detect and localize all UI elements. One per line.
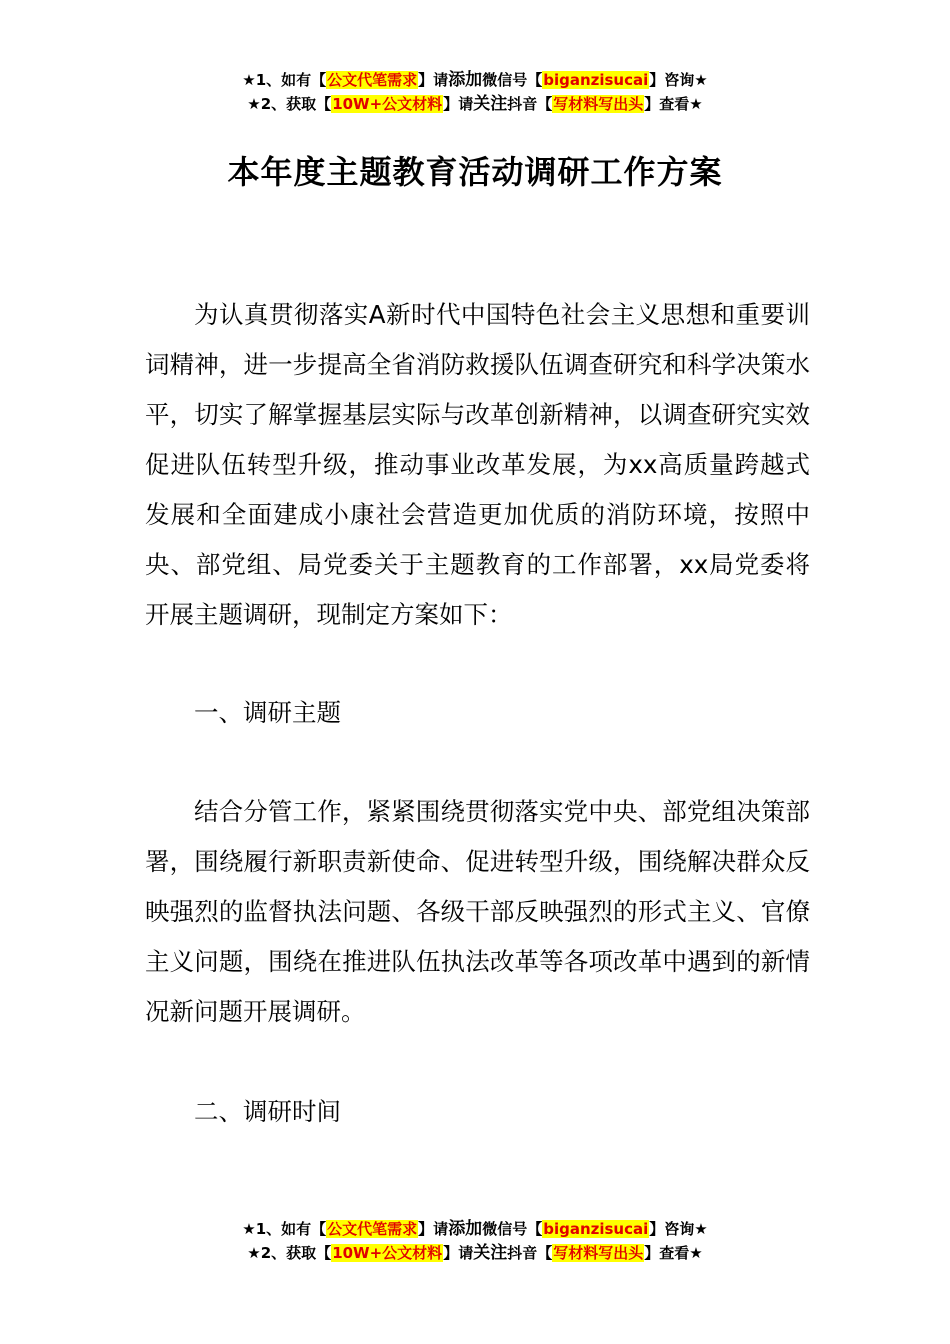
highlight-materials: 10W+公文材料 [332,95,443,113]
star-icon: ★ [242,71,256,89]
banner-text: 】请 [443,95,474,113]
banner-text: 微信号【 [482,1220,543,1238]
banner-emphasis: 关注 [473,1243,508,1263]
topic-paragraph: 结合分管工作，紧紧围绕贯彻落实党中央、部党组决策部署，围绕履行新职责新使命、促进转型升级，围绕解决群众反映强烈的监督执法问题、各级干部反映强烈的形式主义、官僚主义问题，围绕在推进队伍执法改革等各项改革中遇到的新情况新问题开展调研。 [145,797,810,1026]
banner-text: 】请 [418,1220,449,1238]
star-icon: ★ [694,71,708,89]
star-icon: ★ [247,1244,261,1262]
banner-text: 】查看 [644,1244,690,1262]
star-icon: ★ [694,1220,708,1238]
banner-text: 抖音【 [507,95,553,113]
banner-text: 】咨询 [649,71,695,89]
highlight-wechat-id: biganzisucai [543,71,649,89]
header-banner [0,68,950,116]
highlight-service: 公文代笔需求 [327,1220,418,1238]
banner-text: 2、获取【 [260,1244,332,1262]
banner-text: 抖音【 [507,1244,553,1262]
intro-paragraph: 为认真贯彻落实A新时代中国特色社会主义思想和重要训词精神，进一步提高全省消防救援队伍调查研究和科学决策水平，切实了解掌握基层实际与改革创新精神，以调查研究实效促进队伍转型升级，推动事业改革发展，为xx高质量跨越式发展和全面建成小康社会营造更加优质的消防环境，按照中央、部党组、局党委关于主题教育的工作部署，xx局党委将开展主题调研，现制定方案如下： [145,300,810,629]
banner-line-2 [0,1241,950,1265]
banner-text: 】查看 [644,95,690,113]
banner-text: 】咨询 [649,1220,695,1238]
highlight-douyin: 写材料写出头 [553,95,644,113]
section-heading-topic: 一、调研主题 [194,698,341,727]
banner-text: 】请 [418,71,449,89]
star-icon: ★ [689,95,703,113]
document-title: 本年度主题教育活动调研工作方案 [227,153,723,191]
banner-text: 】请 [443,1244,474,1262]
banner-text: 2、获取【 [260,95,332,113]
star-icon: ★ [242,1220,256,1238]
banner-emphasis: 添加 [448,1219,483,1239]
banner-emphasis: 关注 [473,94,508,114]
highlight-douyin: 写材料写出头 [553,1244,644,1262]
banner-line-1 [0,68,950,92]
banner-text: 微信号【 [482,71,543,89]
highlight-wechat-id: biganzisucai [543,1220,649,1238]
section-heading-time: 二、调研时间 [194,1097,341,1126]
star-icon: ★ [689,1244,703,1262]
highlight-materials: 10W+公文材料 [332,1244,443,1262]
star-icon: ★ [247,95,261,113]
banner-text: 1、如有【 [255,1220,327,1238]
banner-emphasis: 添加 [448,70,483,90]
banner-line-2 [0,92,950,116]
banner-text: 1、如有【 [255,71,327,89]
footer-banner [0,1217,950,1265]
banner-line-1 [0,1217,950,1241]
highlight-service: 公文代笔需求 [327,71,418,89]
